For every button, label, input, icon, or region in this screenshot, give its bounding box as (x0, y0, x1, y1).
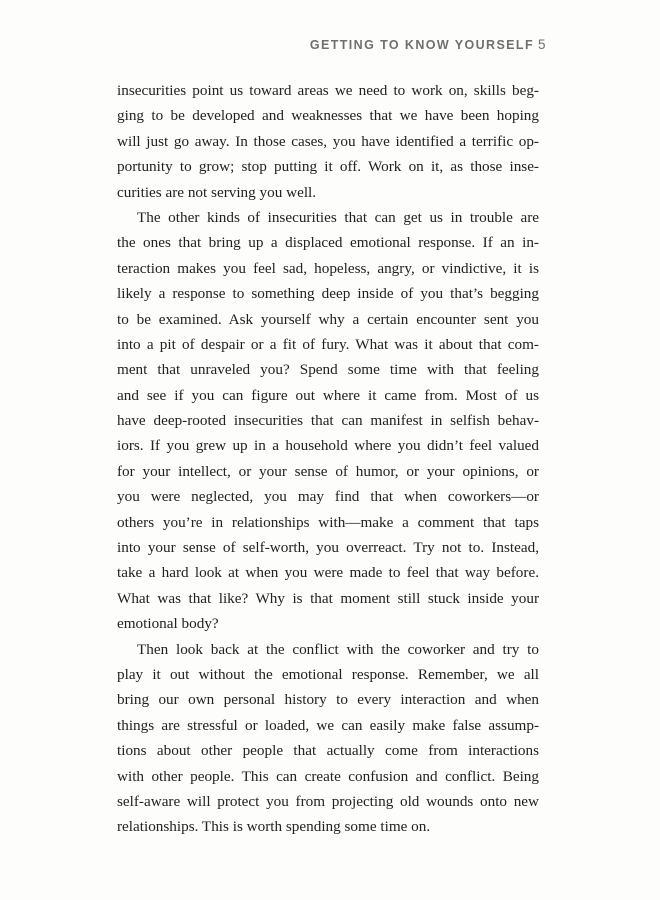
paragraph (117, 205, 539, 637)
text-line: ment that unraveled you? Spend some time with that feeling (117, 361, 539, 379)
text-line: will just go away. In those cases, you have identified a terrific op- (117, 132, 539, 150)
text-line: emotional body? (117, 615, 219, 633)
text-line: Then look back at the conflict with the coworker and try to (137, 640, 539, 658)
text-line: tions about other people that actually come from interactions (117, 742, 539, 760)
text-line: relationships. This is worth spending some time on. (117, 818, 431, 836)
text-line: into your sense of self-worth, you overreact. Try not to. Instead, (117, 539, 539, 557)
text-line: things are stressful or loaded, we can easily make false assump- (117, 716, 539, 734)
paragraph (117, 78, 539, 205)
text-line: into a pit of despair or a fit of fury. What was it about that com- (117, 335, 539, 353)
text-line: ging to be developed and weaknesses that we have been hoping (117, 107, 539, 125)
text-line: play it out without the emotional response. Remember, we all (117, 665, 539, 683)
text-line: teraction makes you feel sad, hopeless, angry, or vindictive, it is (117, 259, 539, 277)
text-line: for your intellect, or your sense of humor, or your opinions, or (117, 462, 539, 480)
text-line: curities are not serving you well. (117, 183, 317, 201)
page-number: 5 (538, 37, 546, 52)
text-line: the ones that bring up a displaced emotional response. If an in- (117, 234, 539, 252)
text-line: take a hard look at when you were made to feel that way before. (117, 564, 539, 582)
text-line: portunity to grow; stop putting it off. Work on it, as those inse- (117, 158, 539, 176)
text-line: and see if you can figure out where it came from. Most of us (117, 386, 539, 404)
text-line: bring our own personal history to every interaction and when (117, 691, 539, 709)
paragraph (117, 637, 539, 840)
body-text (117, 78, 539, 840)
text-line: others you’re in relationships with—make a comment that taps (117, 513, 539, 531)
text-line: The other kinds of insecurities that can get us in trouble are (137, 208, 539, 226)
text-line: insecurities point us toward areas we need to work on, skills beg- (117, 82, 539, 99)
text-line: you were neglected, you may find that when coworkers—or (117, 488, 539, 506)
running-head: GETTING TO KNOW YOURSELF (309, 38, 534, 52)
text-line: What was that like? Why is that moment still stuck inside your (117, 589, 539, 607)
text-line: self-aware will protect you from projecting old wounds onto new (117, 792, 539, 810)
text-line: to be examined. Ask yourself why a certain encounter sent you (117, 310, 539, 328)
text-line: have deep-rooted insecurities that can manifest in selfish behav- (117, 412, 539, 430)
text-line: with other people. This can create confusion and conflict. Being (117, 767, 539, 785)
text-line: likely a response to something deep inside of you that’s begging (117, 285, 539, 303)
text-line: iors. If you grew up in a household where you didn’t feel valued (117, 437, 539, 455)
